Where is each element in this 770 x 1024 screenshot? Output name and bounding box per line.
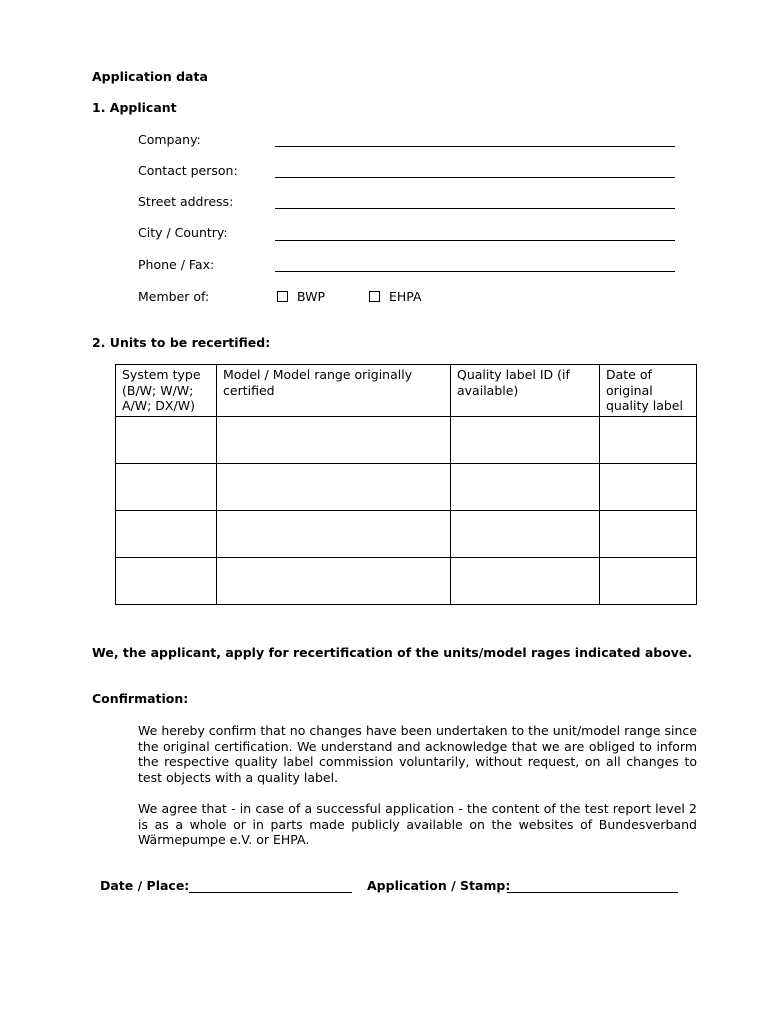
table-cell[interactable] [116, 510, 217, 557]
company-label: Company: [138, 132, 201, 147]
col-model-range: Model / Model range originally certified [217, 365, 451, 417]
table-cell[interactable] [451, 463, 600, 510]
company-input-line[interactable] [275, 146, 675, 147]
city-country-input-line[interactable] [275, 240, 675, 241]
table-row [116, 463, 697, 510]
table-cell[interactable] [600, 463, 697, 510]
table-cell[interactable] [600, 510, 697, 557]
table-cell[interactable] [451, 416, 600, 463]
phone-fax-label: Phone / Fax: [138, 257, 215, 272]
table-cell[interactable] [116, 557, 217, 604]
table-cell[interactable] [451, 557, 600, 604]
contact-person-input-line[interactable] [275, 177, 675, 178]
col-date-of-label: Date of original quality label [600, 365, 697, 417]
table-cell[interactable] [217, 557, 451, 604]
table-cell[interactable] [116, 463, 217, 510]
confirmation-paragraph-2: We agree that - in case of a successful application - the content of the test report level 2 is as a whole or in parts made publicly available on the websites of Bundesverband Wärmepumpe e.V. or EHPA. [138, 801, 697, 848]
phone-fax-input-line[interactable] [275, 271, 675, 272]
table-cell[interactable] [217, 510, 451, 557]
date-place-input-line[interactable] [189, 892, 352, 893]
application-stamp-label: Application / Stamp: [367, 878, 511, 893]
applicant-heading: 1. Applicant [92, 100, 177, 115]
date-place-label: Date / Place: [100, 878, 190, 893]
application-statement: We, the applicant, apply for recertification of the units/model rages indicated above. [92, 645, 693, 660]
bwp-option-label: BWP [297, 289, 326, 304]
contact-person-label: Contact person: [138, 163, 238, 178]
confirmation-paragraph-1: We hereby confirm that no changes have been undertaken to the unit/model range since the original certification. We understand and acknowledge that we are obliged to inform the respective quality label commission voluntarily, without request, on all changes to test objects with a quality label. [138, 723, 697, 786]
table-cell[interactable] [600, 557, 697, 604]
confirmation-heading: Confirmation: [92, 691, 189, 706]
ehpa-option-label: EHPA [389, 289, 422, 304]
table-cell[interactable] [217, 463, 451, 510]
table-cell[interactable] [217, 416, 451, 463]
col-system-type: System type (B/W; W/W; A/W; DX/W) [116, 365, 217, 417]
street-address-input-line[interactable] [275, 208, 675, 209]
table-cell[interactable] [116, 416, 217, 463]
application-stamp-input-line[interactable] [507, 892, 678, 893]
table-row [116, 557, 697, 604]
bwp-checkbox[interactable] [277, 291, 288, 302]
member-of-label: Member of: [138, 289, 210, 304]
table-row [116, 510, 697, 557]
table-cell[interactable] [451, 510, 600, 557]
section-title: Application data [92, 69, 208, 84]
table-row [116, 416, 697, 463]
street-address-label: Street address: [138, 194, 234, 209]
units-table-header [116, 365, 697, 417]
ehpa-checkbox[interactable] [369, 291, 380, 302]
city-country-label: City / Country: [138, 225, 228, 240]
table-cell[interactable] [600, 416, 697, 463]
units-heading: 2. Units to be recertified: [92, 335, 271, 350]
col-quality-label-id: Quality label ID (if available) [451, 365, 600, 417]
units-table [115, 364, 697, 605]
